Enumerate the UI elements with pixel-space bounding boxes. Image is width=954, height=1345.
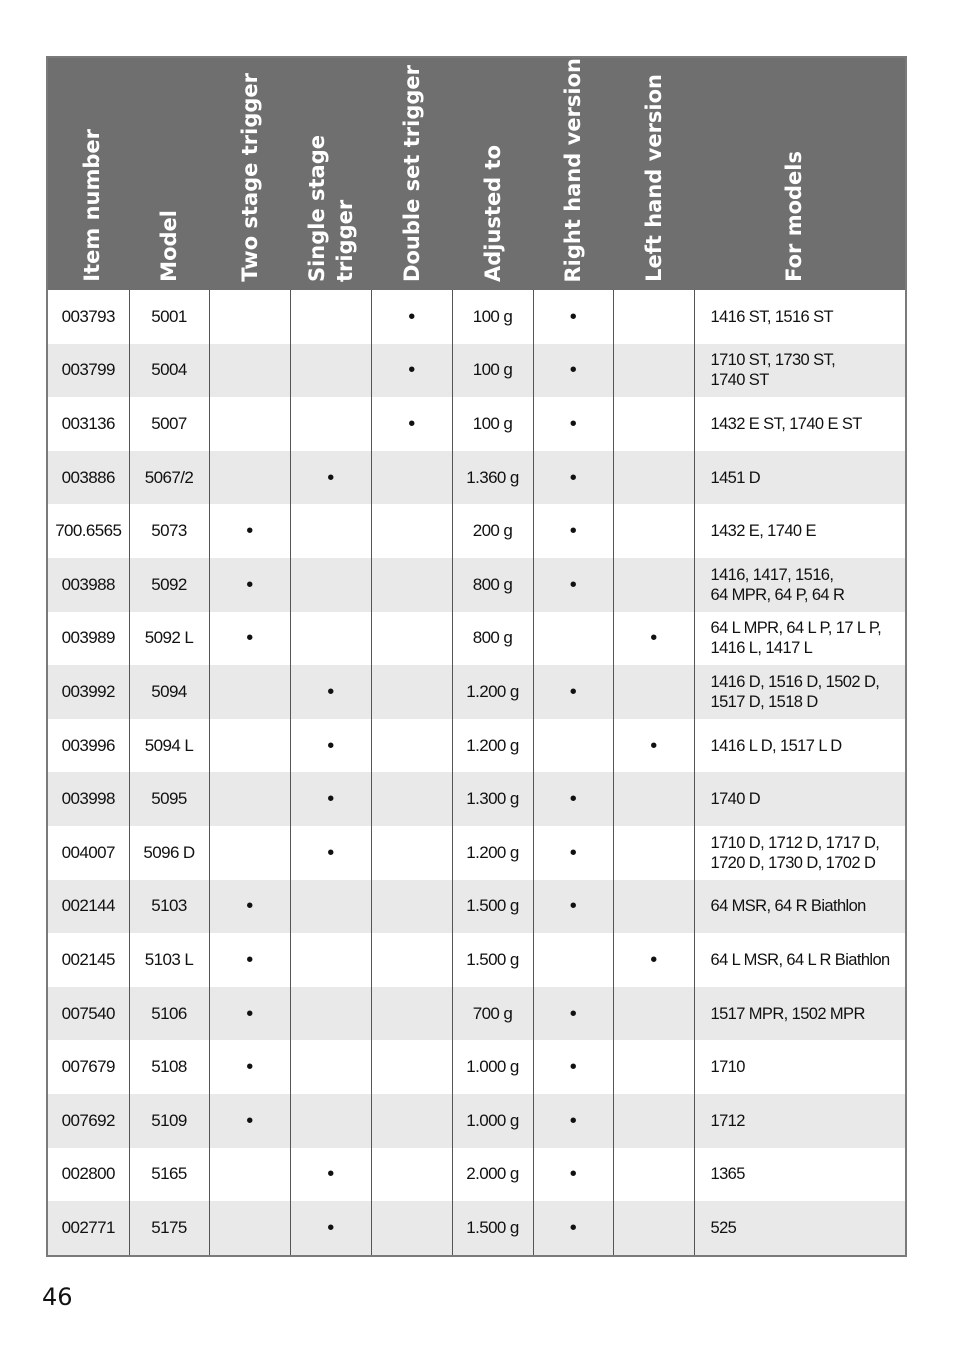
cell-adjusted-to: 1.000 g	[452, 1094, 533, 1148]
cell-right-hand: •	[533, 665, 613, 719]
cell-two-stage: •	[209, 987, 290, 1041]
cell-two-stage	[209, 451, 290, 505]
header-double-set-trigger: Double set trigger	[371, 58, 452, 290]
cell-two-stage: •	[209, 558, 290, 612]
cell-double-set	[371, 504, 452, 558]
cell-two-stage	[209, 719, 290, 773]
cell-left-hand	[613, 558, 694, 612]
cell-item-number: 002800	[61, 1164, 115, 1184]
cell-model: 5106	[129, 987, 209, 1041]
cell-model: 5095	[129, 772, 209, 826]
table-row	[48, 504, 905, 558]
cell-single-stage: •	[290, 451, 371, 505]
cell-right-hand: •	[533, 772, 613, 826]
cell-double-set: •	[371, 344, 452, 398]
cell-left-hand	[613, 826, 694, 880]
cell-two-stage: •	[209, 933, 290, 987]
cell-adjusted-to: 1.500 g	[452, 933, 533, 987]
cell-left-hand	[613, 397, 694, 451]
cell-model: 5094	[129, 665, 209, 719]
cell-left-hand: •	[613, 933, 694, 987]
cell-for-models: 1710 D, 1712 D, 1717 D, 1720 D, 1730 D, 1702 D	[694, 826, 905, 880]
cell-right-hand: •	[533, 826, 613, 880]
cell-for-models: 1416 L D, 1517 L D	[694, 719, 905, 773]
cell-single-stage	[290, 612, 371, 666]
cell-right-hand: •	[533, 1040, 613, 1094]
cell-double-set	[371, 558, 452, 612]
cell-left-hand: •	[613, 612, 694, 666]
table-row	[48, 1201, 905, 1255]
cell-single-stage	[290, 1040, 371, 1094]
cell-model: 5109	[129, 1094, 209, 1148]
cell-two-stage	[209, 290, 290, 344]
cell-two-stage	[209, 1201, 290, 1255]
cell-adjusted-to: 200 g	[452, 504, 533, 558]
cell-model: 5108	[129, 1040, 209, 1094]
cell-single-stage	[290, 504, 371, 558]
cell-item-number: 003793	[61, 306, 115, 326]
cell-adjusted-to: 1.500 g	[452, 1201, 533, 1255]
cell-left-hand	[613, 665, 694, 719]
cell-two-stage	[209, 344, 290, 398]
cell-right-hand: •	[533, 1201, 613, 1255]
table-row	[48, 397, 905, 451]
cell-double-set	[371, 451, 452, 505]
cell-adjusted-to: 800 g	[452, 558, 533, 612]
cell-item-number: 003886	[48, 451, 129, 505]
cell-left-hand	[613, 1094, 694, 1148]
cell-right-hand	[533, 612, 613, 666]
trigger-table	[48, 58, 905, 1255]
cell-adjusted-to: 800 g	[452, 612, 533, 666]
cell-for-models: 1451 D	[694, 451, 905, 505]
cell-adjusted-to: 1.200 g	[452, 719, 533, 773]
cell-double-set	[371, 1040, 452, 1094]
cell-right-hand: •	[533, 987, 613, 1041]
table-row	[48, 826, 905, 880]
cell-item-number: 003799	[48, 344, 129, 398]
cell-left-hand	[613, 772, 694, 826]
cell-item-number: 003998	[48, 772, 129, 826]
cell-adjusted-to: 100 g	[452, 397, 533, 451]
cell-single-stage	[290, 1094, 371, 1148]
header-left-hand-version: Left hand version	[613, 58, 694, 290]
cell-single-stage	[290, 880, 371, 934]
cell-double-set	[371, 1094, 452, 1148]
cell-double-set	[371, 880, 452, 934]
cell-two-stage	[209, 665, 290, 719]
cell-two-stage: •	[209, 880, 290, 934]
cell-double-set	[371, 1148, 452, 1202]
cell-single-stage	[290, 987, 371, 1041]
cell-adjusted-to: 1.200 g	[452, 826, 533, 880]
table-row	[48, 933, 905, 987]
cell-right-hand: •	[533, 290, 613, 344]
cell-for-models: 1710 ST, 1730 ST, 1740 ST	[694, 344, 905, 398]
cell-for-models: 64 MSR, 64 R Biathlon	[694, 880, 905, 934]
cell-model: 5073	[129, 504, 209, 558]
cell-left-hand	[613, 1201, 694, 1255]
cell-double-set: •	[371, 290, 452, 344]
cell-adjusted-to: 700 g	[452, 987, 533, 1041]
cell-item-number: 003988	[48, 558, 129, 612]
cell-left-hand	[613, 344, 694, 398]
cell-model: 5175	[129, 1201, 209, 1255]
cell-for-models: 64 L MSR, 64 L R Biathlon	[694, 933, 905, 987]
cell-for-models: 1517 MPR, 1502 MPR	[694, 987, 905, 1041]
cell-right-hand: •	[533, 558, 613, 612]
cell-double-set	[371, 1201, 452, 1255]
cell-single-stage: •	[290, 1201, 371, 1255]
cell-for-models: 1416 D, 1516 D, 1502 D, 1517 D, 1518 D	[694, 665, 905, 719]
cell-single-stage	[290, 290, 371, 344]
cell-adjusted-to: 1.200 g	[452, 665, 533, 719]
cell-left-hand	[613, 1148, 694, 1202]
table-row	[48, 290, 905, 344]
cell-item-number: 002771	[48, 1201, 129, 1255]
cell-for-models: 1712	[694, 1094, 905, 1148]
cell-two-stage	[209, 1148, 290, 1202]
cell-two-stage: •	[209, 1040, 290, 1094]
cell-for-models: 64 L MPR, 64 L P, 17 L P, 1416 L, 1417 L	[694, 612, 905, 666]
header-adjusted-to: Adjusted to	[452, 58, 533, 290]
cell-item-number: 007540	[48, 987, 129, 1041]
cell-left-hand	[613, 1040, 694, 1094]
header-single-stage-trigger: Single stage trigger	[290, 58, 371, 290]
cell-for-models: 1416 ST, 1516 ST	[694, 290, 905, 344]
cell-for-models: 1432 E ST, 1740 E ST	[694, 397, 905, 451]
cell-left-hand: •	[613, 719, 694, 773]
cell-item-number: 003996	[61, 735, 115, 755]
table-row	[48, 665, 905, 719]
cell-item-number: 003136	[61, 413, 115, 433]
cell-for-models: 1432 E, 1740 E	[694, 504, 905, 558]
cell-adjusted-to: 1.360 g	[452, 451, 533, 505]
cell-single-stage: •	[290, 826, 371, 880]
cell-item-number: 002145	[61, 949, 115, 969]
table-row	[48, 1148, 905, 1202]
cell-two-stage	[209, 772, 290, 826]
cell-adjusted-to: 100 g	[452, 344, 533, 398]
cell-for-models: 525	[694, 1201, 905, 1255]
cell-right-hand: •	[533, 1094, 613, 1148]
cell-left-hand	[613, 987, 694, 1041]
table-row	[48, 1040, 905, 1094]
cell-double-set	[371, 987, 452, 1041]
cell-model: 5094 L	[129, 719, 209, 773]
cell-for-models: 1710	[694, 1040, 905, 1094]
cell-right-hand: •	[533, 880, 613, 934]
cell-model: 5004	[129, 344, 209, 398]
cell-left-hand	[613, 504, 694, 558]
cell-double-set	[371, 719, 452, 773]
table-row	[48, 558, 905, 612]
cell-item-number: 002144	[48, 880, 129, 934]
cell-model: 5165	[129, 1148, 209, 1202]
table-row	[48, 987, 905, 1041]
cell-single-stage	[290, 933, 371, 987]
cell-left-hand	[613, 451, 694, 505]
cell-two-stage	[209, 826, 290, 880]
table-row	[48, 880, 905, 934]
cell-right-hand	[533, 719, 613, 773]
table-row	[48, 1094, 905, 1148]
cell-single-stage	[290, 397, 371, 451]
cell-right-hand: •	[533, 1148, 613, 1202]
cell-adjusted-to: 1.000 g	[452, 1040, 533, 1094]
cell-item-number: 003992	[48, 665, 129, 719]
cell-single-stage: •	[290, 1148, 371, 1202]
cell-single-stage: •	[290, 665, 371, 719]
cell-double-set	[371, 612, 452, 666]
cell-adjusted-to: 1.500 g	[452, 880, 533, 934]
cell-model: 5007	[129, 397, 209, 451]
cell-adjusted-to: 2.000 g	[452, 1148, 533, 1202]
cell-for-models: 1365	[694, 1148, 905, 1202]
cell-left-hand	[613, 880, 694, 934]
cell-item-number: 700.6565	[55, 521, 122, 541]
header-item-number: Item number	[48, 58, 129, 290]
trigger-table-container	[46, 56, 907, 1257]
cell-right-hand: •	[533, 397, 613, 451]
cell-single-stage	[290, 558, 371, 612]
cell-two-stage: •	[209, 612, 290, 666]
cell-two-stage	[209, 397, 290, 451]
cell-for-models: 1416, 1417, 1516, 64 MPR, 64 P, 64 R	[694, 558, 905, 612]
table-row	[48, 451, 905, 505]
cell-model: 5096 D	[129, 826, 209, 880]
cell-model: 5001	[129, 290, 209, 344]
table-row	[48, 772, 905, 826]
cell-double-set: •	[371, 397, 452, 451]
cell-two-stage: •	[209, 1094, 290, 1148]
page-number: 46	[42, 1283, 73, 1311]
cell-double-set	[371, 665, 452, 719]
cell-for-models: 1740 D	[694, 772, 905, 826]
table-row	[48, 612, 905, 666]
cell-model: 5092 L	[129, 612, 209, 666]
cell-model: 5103	[129, 880, 209, 934]
table-row	[48, 719, 905, 773]
cell-adjusted-to: 100 g	[452, 290, 533, 344]
table-body	[48, 290, 905, 1255]
cell-right-hand: •	[533, 451, 613, 505]
header-for-models: For models	[694, 58, 905, 290]
cell-single-stage: •	[290, 772, 371, 826]
header-right-hand-version: Right hand version	[533, 58, 613, 290]
table-row	[48, 344, 905, 398]
cell-model: 5092	[129, 558, 209, 612]
cell-item-number: 004007	[61, 842, 115, 862]
header-two-stage-trigger: Two stage trigger	[209, 58, 290, 290]
cell-double-set	[371, 826, 452, 880]
cell-adjusted-to: 1.300 g	[452, 772, 533, 826]
header-model: Model	[129, 58, 209, 290]
cell-double-set	[371, 772, 452, 826]
cell-left-hand	[613, 290, 694, 344]
cell-two-stage: •	[209, 504, 290, 558]
cell-right-hand	[533, 933, 613, 987]
cell-item-number: 007692	[48, 1094, 129, 1148]
cell-single-stage: •	[290, 719, 371, 773]
cell-double-set	[371, 933, 452, 987]
cell-model: 5067/2	[129, 451, 209, 505]
cell-right-hand: •	[533, 504, 613, 558]
cell-model: 5103 L	[129, 933, 209, 987]
cell-item-number: 003989	[61, 628, 115, 648]
table-header-row	[48, 58, 905, 290]
cell-single-stage	[290, 344, 371, 398]
cell-right-hand: •	[533, 344, 613, 398]
cell-item-number: 007679	[61, 1057, 115, 1077]
